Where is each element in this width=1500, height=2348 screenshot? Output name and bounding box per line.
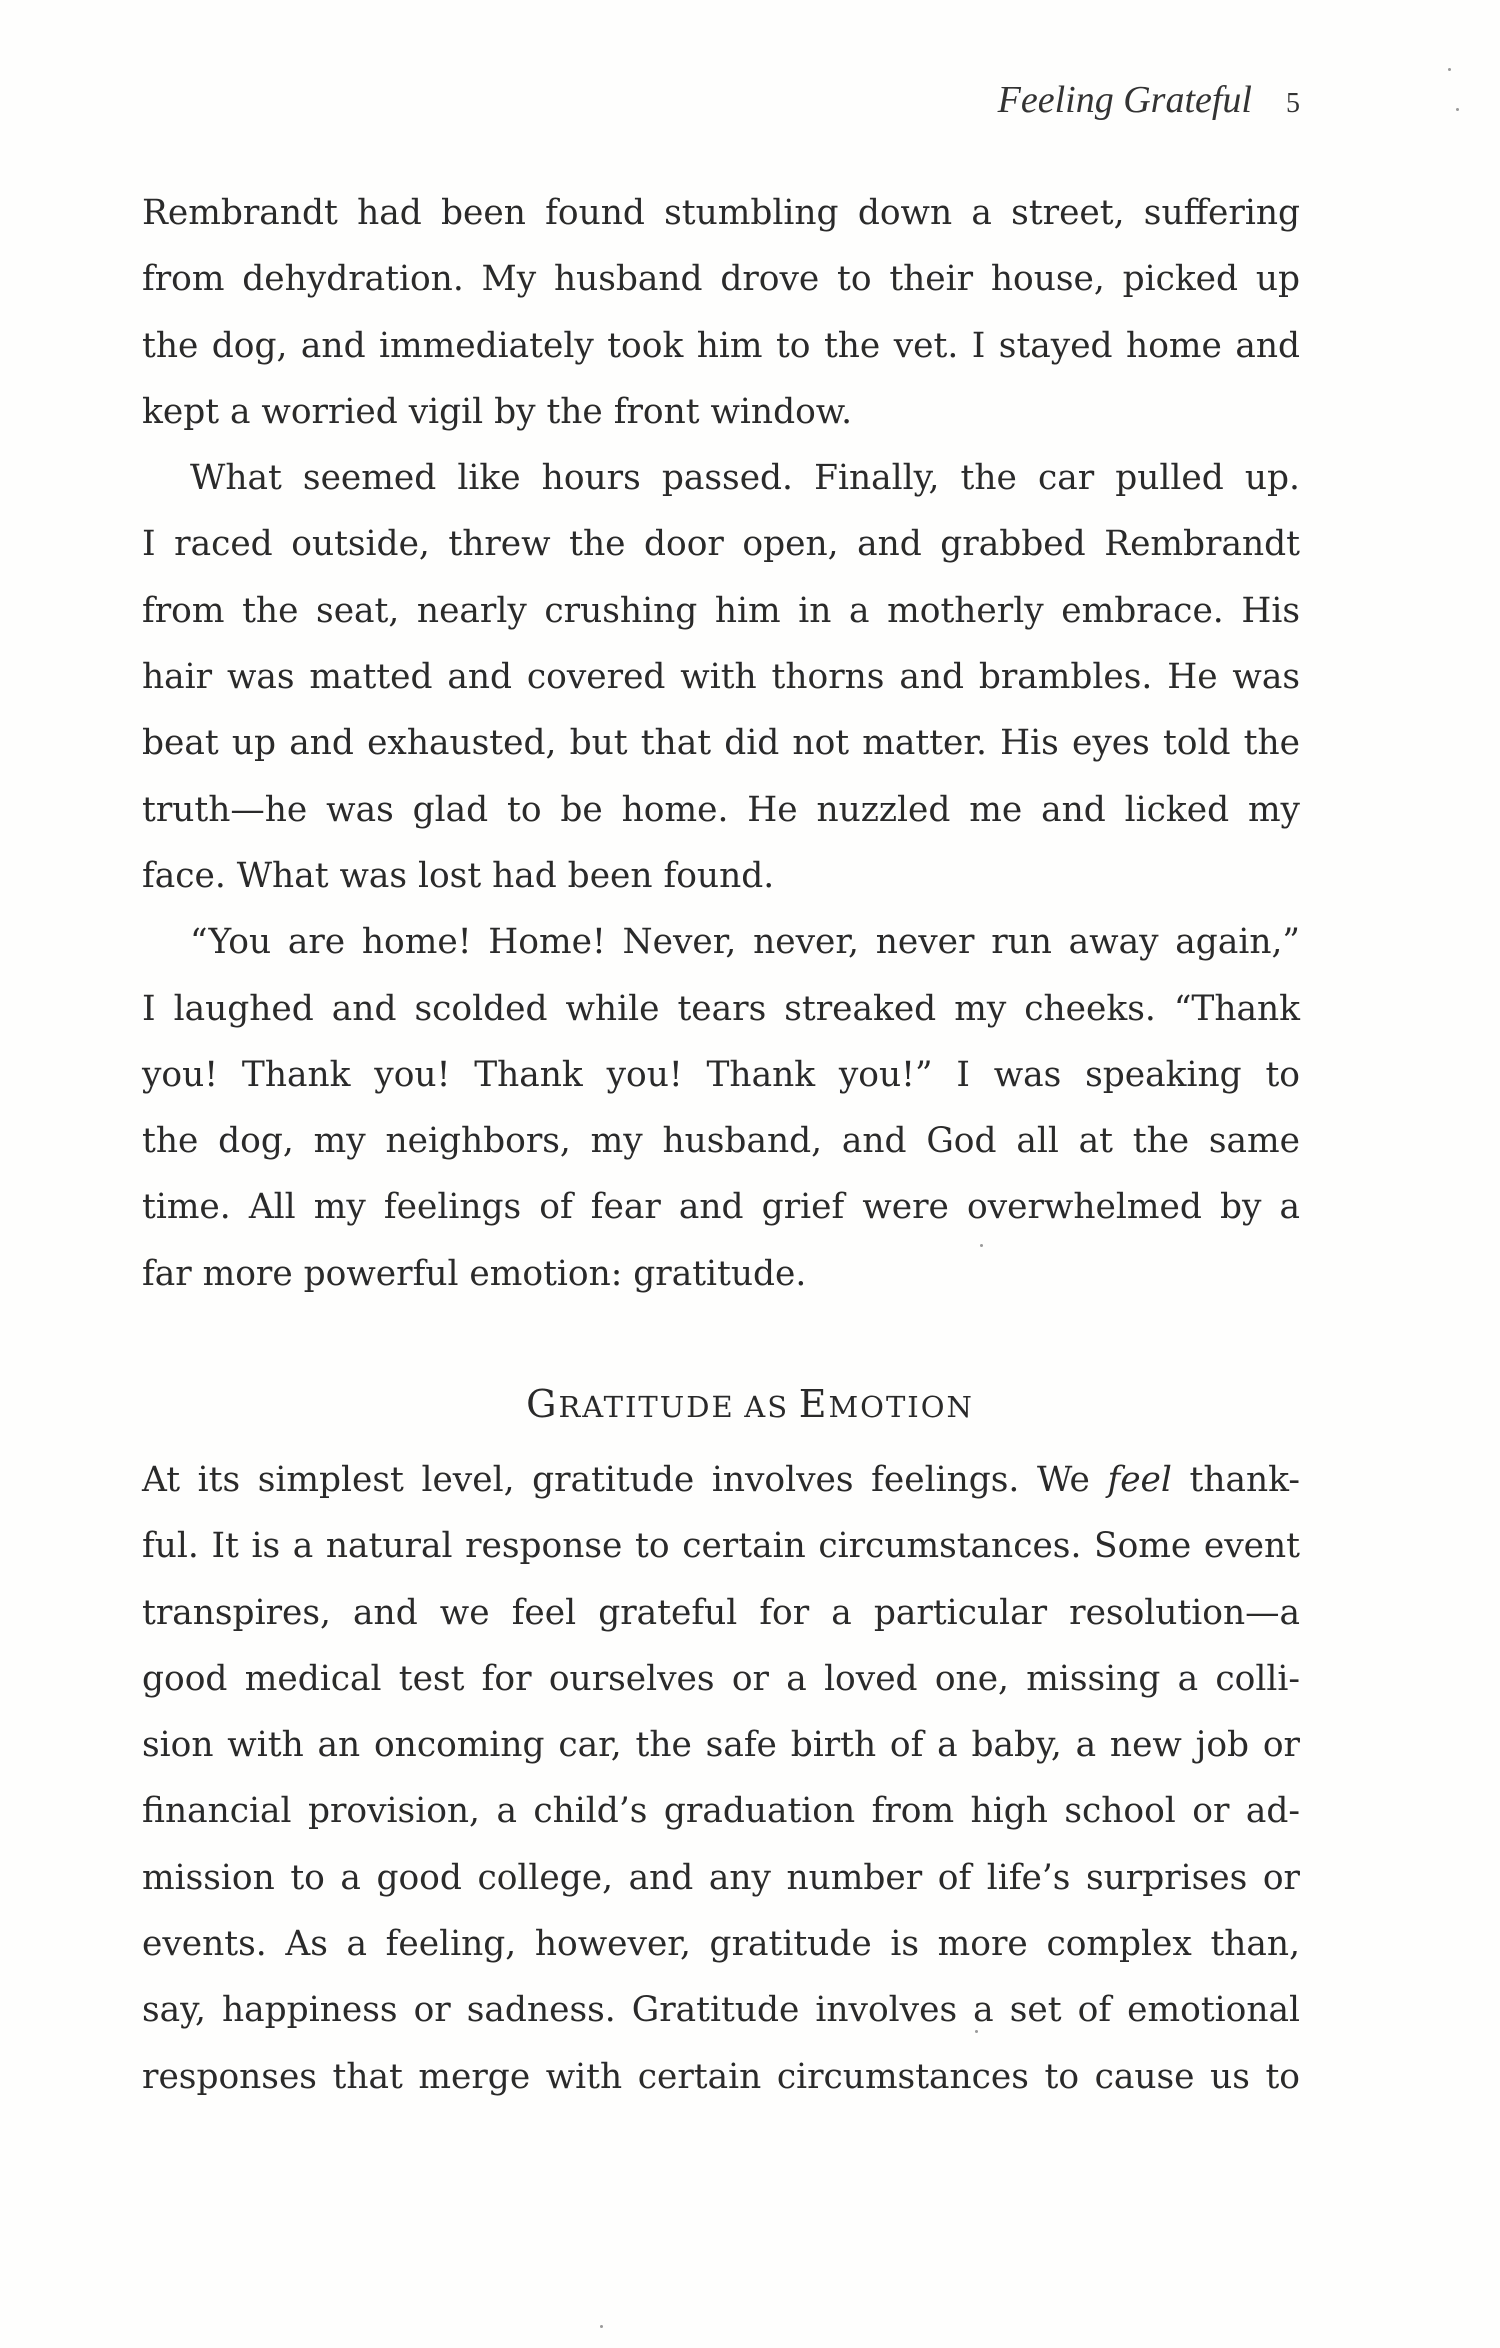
scan-speck <box>1448 68 1451 71</box>
text-line: Rembrandt had been found stumbling down a street, suffering <box>142 193 1300 233</box>
body-text-block-1 <box>142 180 1300 1307</box>
heading-word: RATITUDE <box>558 1390 735 1424</box>
running-head <box>998 78 1300 122</box>
text-line: events. As a feeling, however, gratitude is more complex than, <box>142 1924 1300 1965</box>
text-line: ful. It is a natural response to certain circumstances. Some event <box>142 1526 1300 1567</box>
text-line: beat up and exhausted, but that did not matter. His eyes told the <box>142 723 1300 764</box>
paragraph-first-line: “You are home! Home! Never, never, never run away again,” <box>190 922 1300 963</box>
text-line: the dog, my neighbors, my husband, and God all at the same <box>142 1121 1300 1162</box>
heading-word: MOTION <box>828 1390 974 1424</box>
text-line: hair was matted and covered with thorns and brambles. He was <box>142 657 1300 698</box>
text-line: transpires, and we feel grateful for a particular resolution—a <box>142 1592 1300 1633</box>
text-line: I raced outside, threw the door open, and grabbed Rembrandt <box>142 524 1300 565</box>
text-line: good medical test for ourselves or a loved one, missing a colli- <box>142 1658 1300 1699</box>
text-line: sion with an oncoming car, the safe birth of a baby, a new job or <box>142 1725 1300 1766</box>
text-line: I laughed and scolded while tears streaked my cheeks. “Thank <box>142 988 1300 1029</box>
heading-initial: E <box>798 1382 829 1426</box>
paragraph-first-line: What seemed like hours passed. Finally, the car pulled up. <box>190 458 1300 499</box>
text-line: you! Thank you! Thank you! Thank you!” I was speaking to <box>142 1054 1300 1095</box>
page-number: 5 <box>1286 88 1300 119</box>
text-line <box>142 1447 1300 1513</box>
text-line: say, happiness or sadness. Gratitude involves a set of emotional <box>142 1990 1300 2031</box>
body-text-block-2 <box>142 1447 1300 2110</box>
text-line: kept a worried vigil by the front window. <box>142 391 853 432</box>
scan-speck <box>975 2030 978 2033</box>
text-line: far more powerful emotion: gratitude. <box>142 1253 807 1294</box>
text-line: face. What was lost had been found. <box>142 855 775 896</box>
text-line: time. All my feelings of fear and grief were overwhelmed by a <box>142 1187 1300 1228</box>
text-line: mission to a good college, and any number of life’s surprises or <box>142 1857 1300 1898</box>
line-text: At its simplest level, gratitude involves feelings. We <box>142 1460 1090 1500</box>
heading-word: AS <box>744 1390 790 1424</box>
scan-speck <box>1456 108 1459 111</box>
text-line: financial provision, a child’s graduation from high school or ad- <box>142 1791 1300 1832</box>
emphasis-text: feel <box>1107 1460 1172 1500</box>
text-line: from the seat, nearly crushing him in a motherly embrace. His <box>142 590 1300 631</box>
text-line: from dehydration. My husband drove to their house, picked up <box>142 259 1300 300</box>
scan-speck <box>980 1244 983 1247</box>
text-line: truth—he was glad to be home. He nuzzled me and licked my <box>142 789 1300 830</box>
text-line: the dog, and immediately took him to the vet. I stayed home and <box>142 325 1300 366</box>
running-title: Feeling Grateful <box>997 79 1252 121</box>
scan-speck <box>600 2325 603 2328</box>
section-heading <box>0 1382 1500 1426</box>
heading-initial: G <box>526 1382 559 1426</box>
text-line: responses that merge with certain circumstances to cause us to <box>142 2056 1300 2097</box>
line-text: thank- <box>1189 1460 1301 1500</box>
